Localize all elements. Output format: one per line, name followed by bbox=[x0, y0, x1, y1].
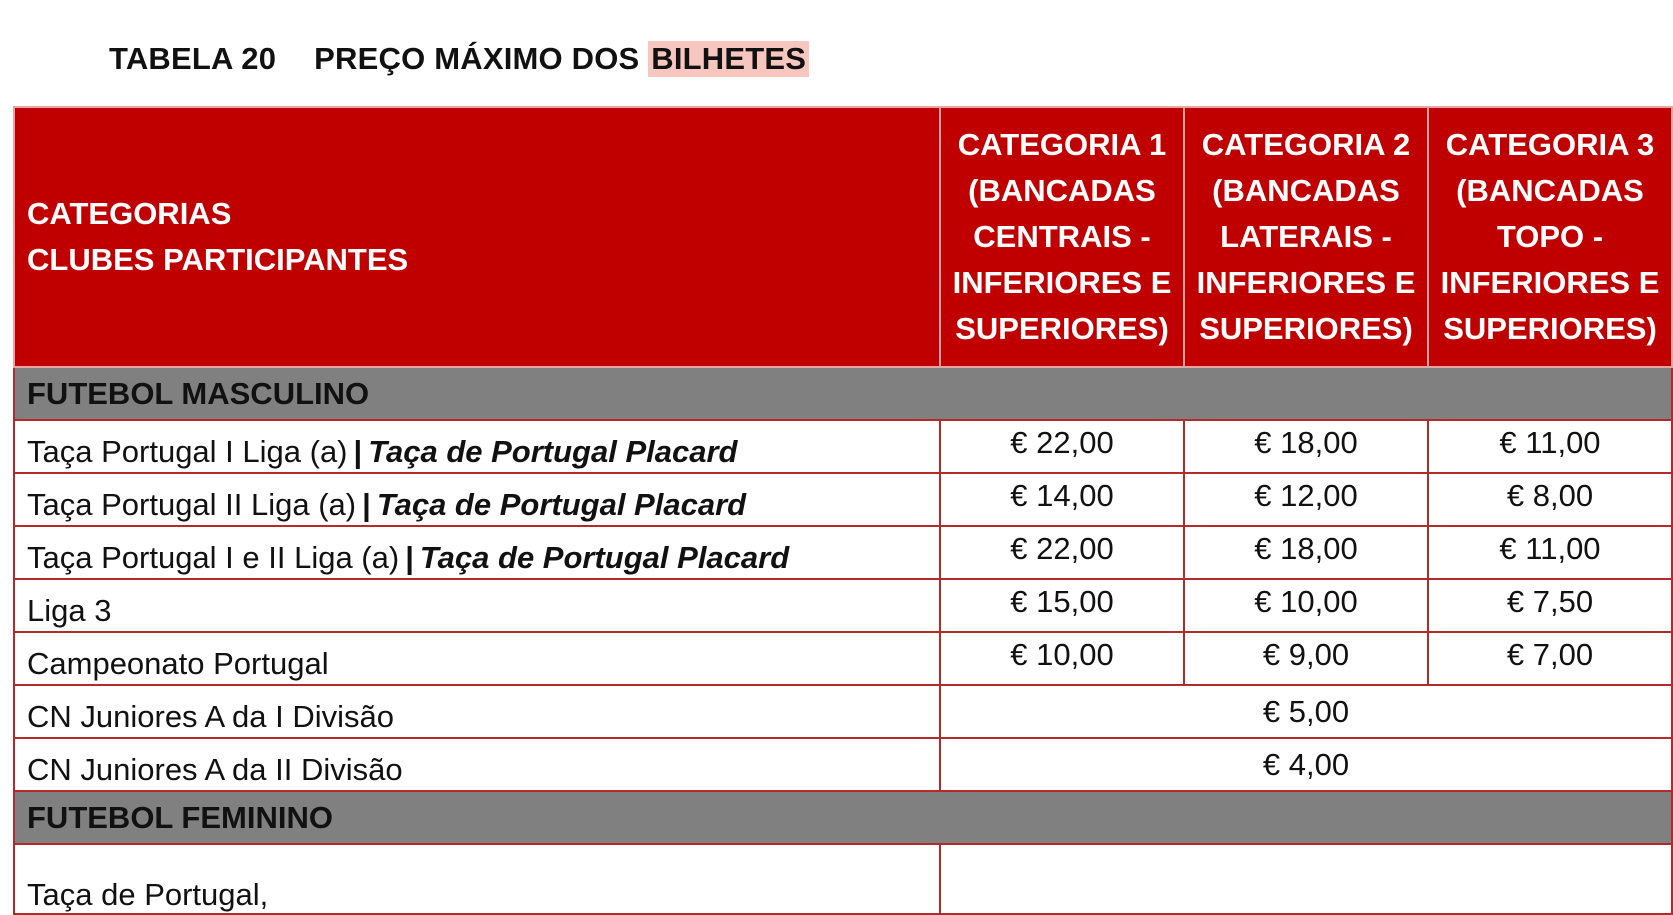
header-category-3-line: INFERIORES E bbox=[1440, 265, 1660, 300]
header-category-2-line: INFERIORES E bbox=[1196, 265, 1416, 300]
row-separator: | bbox=[362, 487, 371, 522]
price-category-3: € 7,00 bbox=[1428, 632, 1672, 685]
header-category-2-line: SUPERIORES) bbox=[1199, 311, 1413, 346]
price-category-3: € 11,00 bbox=[1428, 420, 1672, 473]
price-category-3: € 7,50 bbox=[1428, 579, 1672, 632]
price-category-1: € 22,00 bbox=[940, 526, 1184, 579]
table-title: PREÇO MÁXIMO DOS bbox=[314, 41, 640, 76]
price-category-3: € 8,00 bbox=[1428, 473, 1672, 526]
price-category-1: € 14,00 bbox=[940, 473, 1184, 526]
price-category-2: € 10,00 bbox=[1184, 579, 1428, 632]
table-title-highlight: BILHETES bbox=[648, 41, 809, 77]
row-name: Taça Portugal I Liga (a) bbox=[27, 434, 348, 469]
price-category-2: € 18,00 bbox=[1184, 420, 1428, 473]
row-competition: Taça de Portugal Placard bbox=[376, 487, 747, 522]
table-row bbox=[14, 844, 1672, 914]
ticket-price-table bbox=[13, 106, 1673, 915]
section-title: FUTEBOL MASCULINO bbox=[14, 367, 1672, 420]
row-name: Campeonato Portugal bbox=[27, 646, 329, 681]
header-row bbox=[14, 107, 1672, 367]
row-name-cell bbox=[14, 579, 940, 632]
table-row bbox=[14, 632, 1672, 685]
section-row-masculino bbox=[14, 367, 1672, 420]
price-category-2: € 9,00 bbox=[1184, 632, 1428, 685]
row-name-cell bbox=[14, 844, 940, 914]
header-category-3-line: CATEGORIA 3 bbox=[1445, 127, 1655, 162]
header-category-2 bbox=[1184, 107, 1428, 367]
price-category-1: € 22,00 bbox=[940, 420, 1184, 473]
header-category-1 bbox=[940, 107, 1184, 367]
header-category-2-line: LATERAIS - bbox=[1220, 219, 1392, 254]
table-row bbox=[14, 420, 1672, 473]
row-name-cell bbox=[14, 738, 940, 791]
row-name: CN Juniores A da I Divisão bbox=[27, 699, 395, 734]
row-name: Taça Portugal II Liga (a) bbox=[27, 487, 357, 522]
section-row-feminino bbox=[14, 791, 1672, 844]
header-category-1-line: CENTRAIS - bbox=[973, 219, 1151, 254]
price-category-3: € 11,00 bbox=[1428, 526, 1672, 579]
header-category-3-line: TOPO - bbox=[1496, 219, 1604, 254]
price-category-1: € 10,00 bbox=[940, 632, 1184, 685]
header-category-1-line: (BANCADAS bbox=[968, 173, 1156, 208]
header-category-3-line: SUPERIORES) bbox=[1443, 311, 1657, 346]
price-category-1: € 15,00 bbox=[940, 579, 1184, 632]
price-all-categories bbox=[940, 844, 1672, 914]
row-name-cell bbox=[14, 526, 940, 579]
row-name-cell bbox=[14, 420, 940, 473]
section-title: FUTEBOL FEMININO bbox=[14, 791, 1672, 844]
price-category-2: € 18,00 bbox=[1184, 526, 1428, 579]
row-separator: | bbox=[405, 540, 414, 575]
row-name-cell bbox=[14, 473, 940, 526]
table-row bbox=[14, 579, 1672, 632]
header-category-3 bbox=[1428, 107, 1672, 367]
row-competition: Taça de Portugal Placard bbox=[368, 434, 738, 469]
table-caption bbox=[109, 36, 809, 82]
row-name-cell bbox=[14, 685, 940, 738]
price-category-2: € 12,00 bbox=[1184, 473, 1428, 526]
header-categories-clubs bbox=[14, 107, 940, 367]
header-category-2-line: CATEGORIA 2 bbox=[1201, 127, 1411, 162]
row-name: CN Juniores A da II Divisão bbox=[27, 752, 403, 787]
header-category-1-line: CATEGORIA 1 bbox=[957, 127, 1167, 162]
header-clubs-label: CLUBES PARTICIPANTES bbox=[27, 242, 409, 277]
price-all-categories: € 4,00 bbox=[940, 738, 1672, 791]
table-row bbox=[14, 685, 1672, 738]
header-category-3-line: (BANCADAS bbox=[1456, 173, 1644, 208]
header-category-2-line: (BANCADAS bbox=[1212, 173, 1400, 208]
header-category-1-line: INFERIORES E bbox=[952, 265, 1172, 300]
table-number: TABELA 20 bbox=[109, 41, 277, 76]
price-all-categories: € 5,00 bbox=[940, 685, 1672, 738]
row-name: Taça Portugal I e II Liga (a) bbox=[27, 540, 400, 575]
header-category-1-line: SUPERIORES) bbox=[955, 311, 1169, 346]
row-separator: | bbox=[353, 434, 363, 469]
header-categories-label: CATEGORIAS bbox=[27, 196, 232, 231]
row-name: Taça de Portugal, bbox=[27, 877, 269, 912]
table-row bbox=[14, 473, 1672, 526]
row-name-cell bbox=[14, 632, 940, 685]
row-name: Liga 3 bbox=[27, 593, 112, 628]
table-row bbox=[14, 526, 1672, 579]
table-row bbox=[14, 738, 1672, 791]
row-competition: Taça de Portugal Placard bbox=[419, 540, 790, 575]
